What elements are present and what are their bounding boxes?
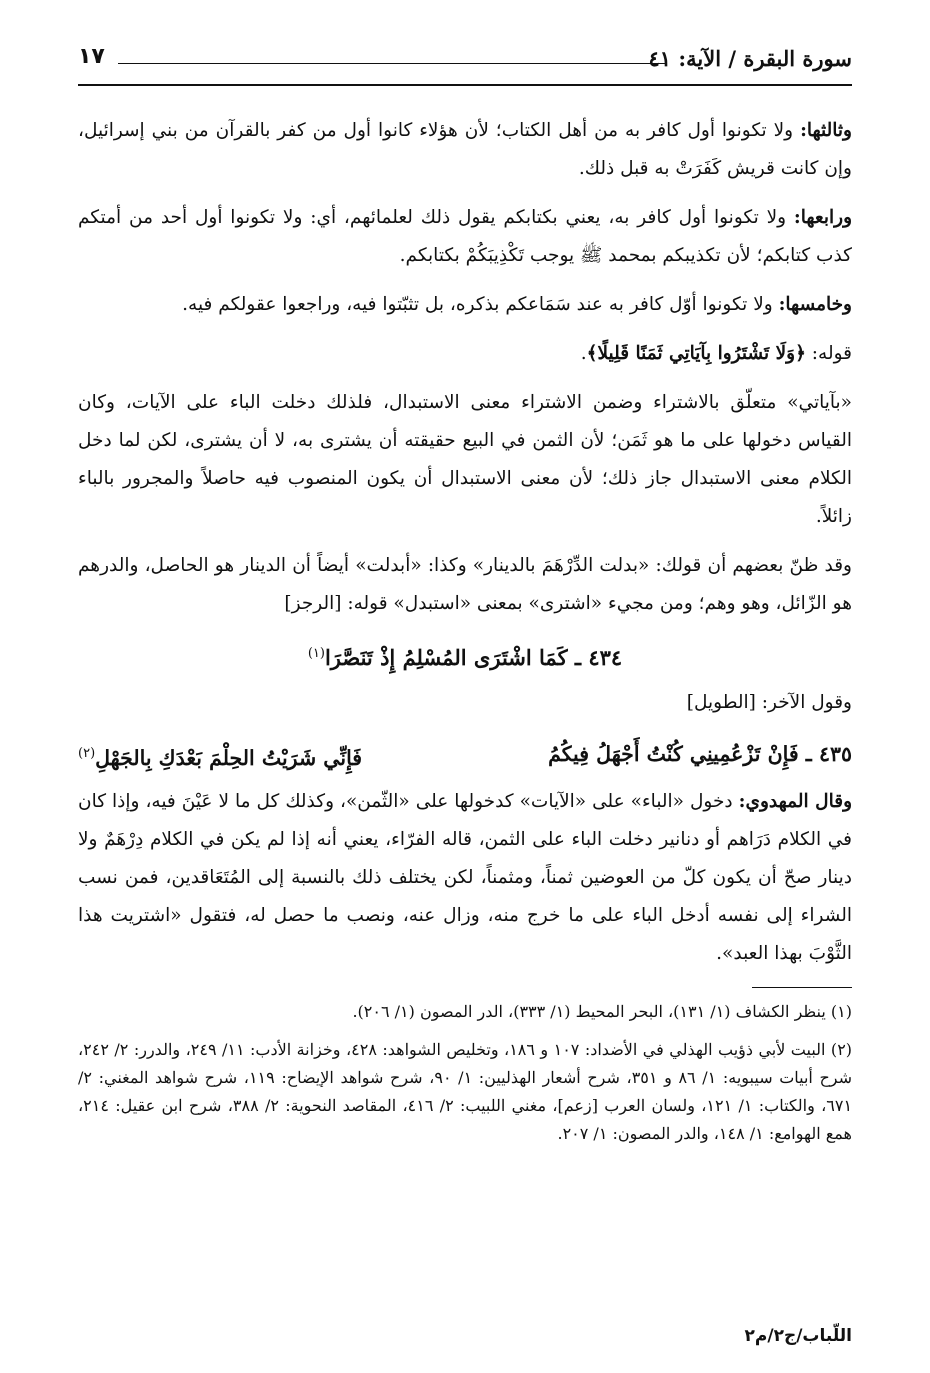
surah-title: سورة البقرة / الآية: ٤١	[648, 46, 852, 71]
paragraph-third	[78, 112, 852, 188]
paragraph-lead: وثالثها:	[800, 120, 852, 141]
paragraph-bi-ayati: «بآياتي» متعلّق بالاشتراء وضمن الاشتراء معنى الاستبدال، فلذلك دخلت الباء على الآيات، وكان القياس دخولها على ما هو ثَمَن؛ لأن الثمن في البيع حقيقته أن يشترى به، لا أن يشترى، لكن لما دخل الكلام معنى الاستبدال جاز ذلك؛ لأن معنى الاستبدال أن يكون المنصوب فيه حاصلاً والمجرور بالباء زائلاً.	[78, 392, 852, 527]
paragraph-mahdawi	[78, 783, 852, 973]
paragraph-lead: وقال المهدوي:	[738, 790, 853, 812]
paragraph-text: ولا تكونوا أوّل كافر به عند سَمَاعكم بذكره، بل تثبّتوا فيه، وراجعوا عقولكم فيه.	[182, 294, 779, 315]
paragraph-fifth	[78, 286, 852, 324]
paragraph-wa-qawl: وقول الآخر: [الطويل]	[686, 692, 852, 713]
footnote-ref: (٢)	[78, 746, 96, 761]
verse-paragraph	[78, 335, 852, 373]
poem-text: فَإِنِّي شَرَيْتُ الحِلْمَ بَعْدَكِ بِالجَهْلِ	[95, 745, 363, 770]
header-rule	[118, 63, 667, 64]
verse-suffix: .	[580, 343, 587, 364]
paragraph-text: دخول «الباء» على «الآيات» كدخولها على «الثّمن»، وكذلك كل ما لا عَيْنَ فيه، وإذا كان في الكلام دَرَاهم أو دنانير دخلت الباء على الثمن، قاله الفرّاء، يعني أنه إذا لم يكن في الكلام دِرْهَمٌ ولا دينار صحّ أن يكون كلّ من العوضين ثمناً، ومثمناً، لكن يختلف ذلك بالنسبة إلى المُتَعَاقدين، فمن نسب الشراء إلى نفسه أدخل الباء على ما خرج منه، وزال عنه، ونصب ما حصل له، فتقول «اشتريت هذا الثَّوْبَ بهذا العبد».	[78, 790, 852, 964]
footnote-2: (٢) البيت لأبي ذؤيب الهذلي في الأضداد: ١٠٧ و ١٨٦، وتخليص الشواهد: ٤٢٨، وخزانة الأدب: ١١/ ٢٤٩، والدرر: ٢/ ٢٤٢، شرح أبيات سيبويه: ١/ ٨٦ و ٣٥١، شرح أشعار الهذليين: ١/ ٩٠، شرح شواهد الإيضاح: ١١٩، شرح شواهد المغني: ٢/ ٦٧١، والكتاب: ١/ ١٢١، ولسان العرب [زعم]، مغني اللبيب: ٢/ ٤١٦، المقاصد النحوية: ٢/ ٣٨٨، شرح ابن عقيل: ٢١٤، همع الهوامع: ١/ ١٤٨، والدر المصون: ١/ ٢٠٧.	[78, 1039, 853, 1143]
paragraph-zann: وقد ظنّ بعضهم أن قولك: «بدلت الدِّرْهَمَ بالدينار» وكذا: «أبدلت» أيضاً أن الدينار هو الحاصل، والدرهم هو الزّائل، وهو وهم؛ ومن مجيء «اشترى» بمعنى «استبدل» قوله: [الرجز]	[78, 555, 852, 614]
footnote-1: (١) ينظر الكشاف (١/ ١٣١)، البحر المحيط (١/ ٣٣٣)، الدر المصون (١/ ٢٠٦).	[352, 1001, 852, 1021]
poem-text: ٤٣٤ ـ كَمَا اشْتَرَى المُسْلِمُ إِذْ تَنَصَّرَا	[324, 645, 623, 670]
volume-signature: اللّباب/ج٢/م٢	[744, 1326, 852, 1346]
poem-hemistich-first: ٤٣٥ ـ فَإِنْ تَزْعُمِينِي كُنْتُ أَجْهَلُ فِيكُمُ	[548, 742, 852, 766]
page	[78, 36, 852, 1158]
quran-verse: ﴿وَلَا تَشْتَرُوا بِآيَاتِي ثَمَنًا قَلِيلًا﴾	[586, 343, 806, 364]
footnote-separator	[752, 987, 852, 988]
page-number: ١٧	[78, 44, 105, 69]
poem-verse-434	[78, 634, 852, 678]
footnote-ref: (١)	[307, 646, 325, 661]
poem-verse-435	[78, 733, 852, 779]
running-header	[78, 36, 852, 86]
paragraph-text: ولا تكونوا أول كافر به من أهل الكتاب؛ لأن هؤلاء كانوا أول من كفر بالقرآن من بني إسرائيل، وإن كانت قريش كَفَرَتْ به قبل ذلك.	[78, 120, 852, 179]
footnotes	[78, 998, 852, 1148]
poem-hemistich-second	[78, 733, 362, 779]
paragraph-fourth	[78, 199, 852, 275]
paragraph-text: ولا تكونوا أول كافر به، يعني بكتابكم يقول ذلك لعلمائهم، أي: ولا تكونوا أول أحد من أمتكم كذب كتابكم؛ لأن تكذيبكم بمحمد ﷺ يوجب تَكْذِيبَكُمْ بكتابكم.	[78, 207, 852, 266]
verse-prefix: قوله:	[805, 343, 852, 364]
main-text	[78, 112, 852, 973]
paragraph-lead: ورابعها:	[793, 207, 852, 228]
paragraph-lead: وخامسها:	[778, 294, 852, 315]
